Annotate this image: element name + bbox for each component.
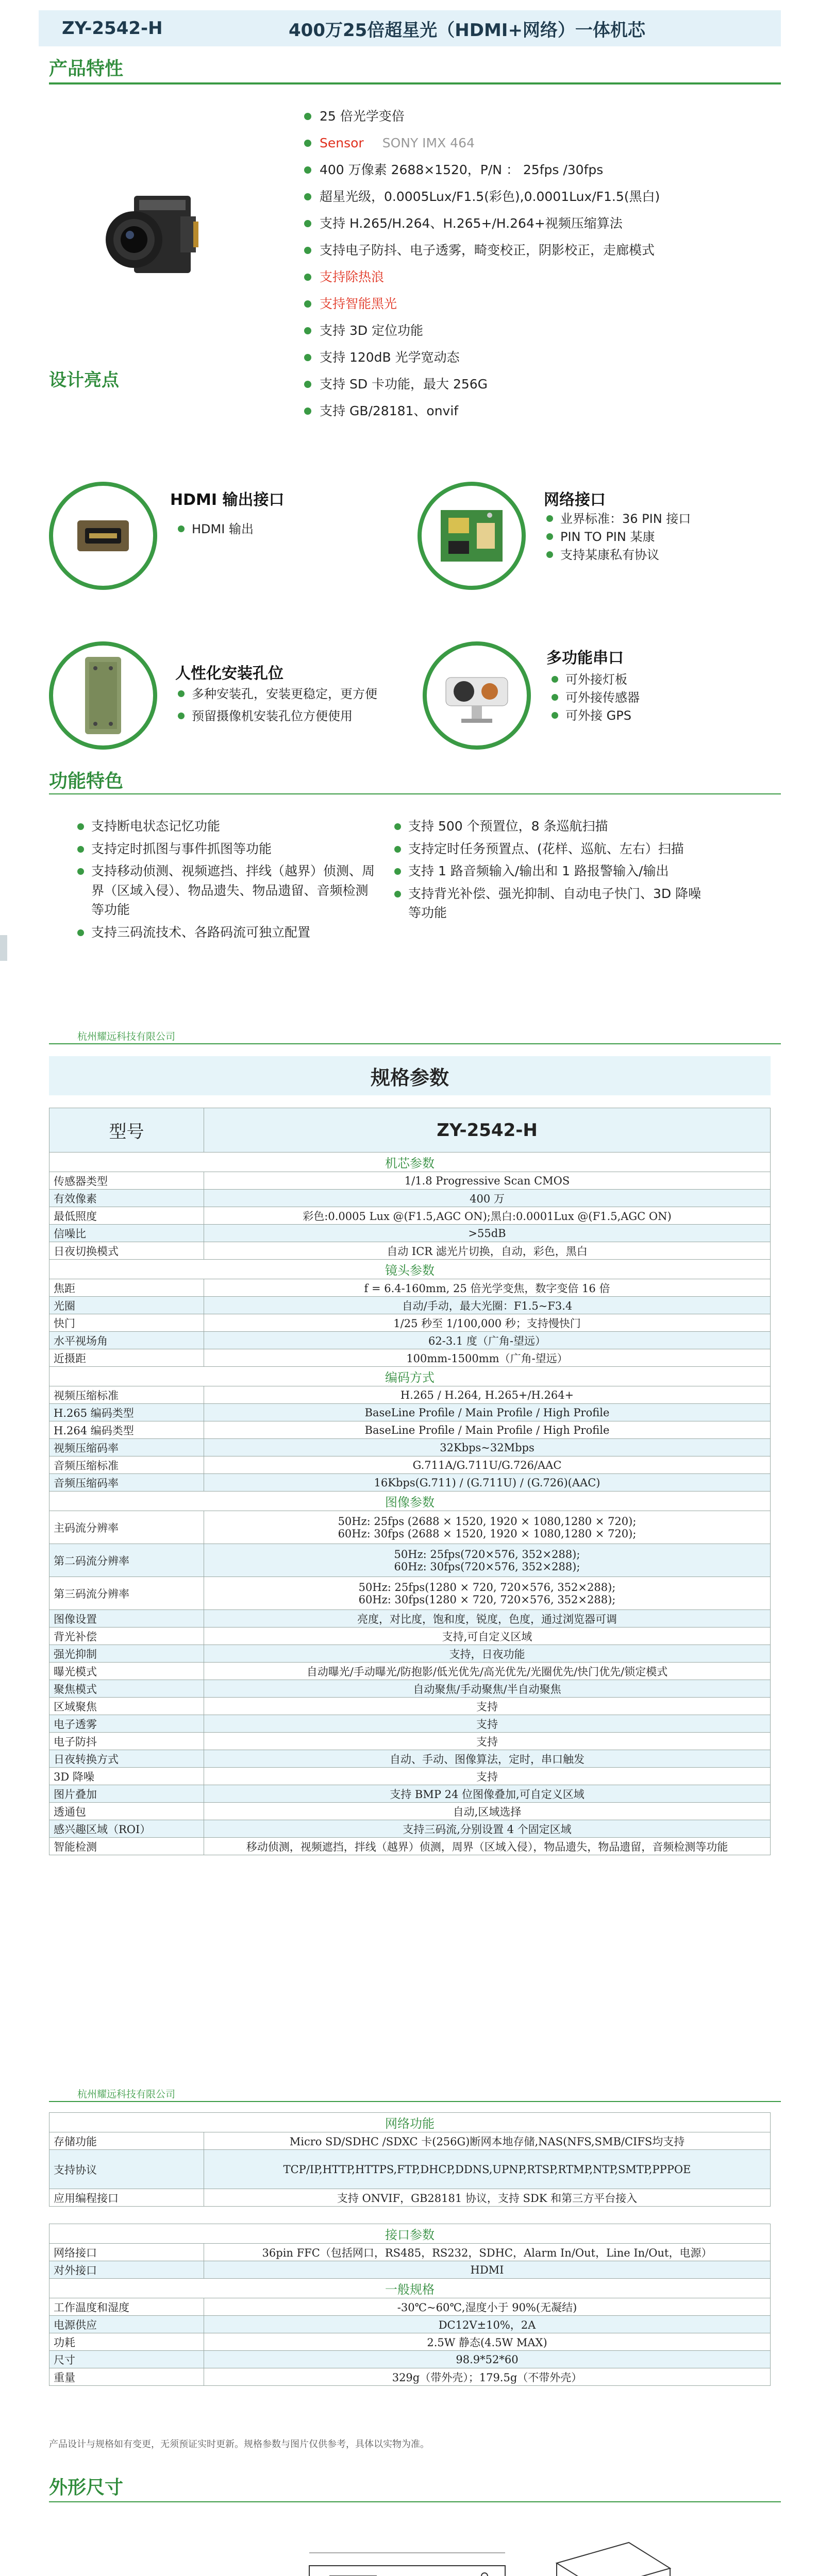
spec-category-row [49,1153,771,1172]
mounting-holes-image [49,641,157,750]
spec-key: 聚焦模式 [49,1680,204,1698]
spec-key: 网络接口 [49,2244,204,2261]
spec-category-title: 机芯参数 [49,1153,771,1172]
spec-row [49,1456,771,1474]
function-left-list [77,817,376,945]
spec-key: 音频压缩标准 [49,1456,204,1474]
spec-row [49,1279,771,1297]
divider [49,2101,781,2102]
spec-value: DC12V±10%，2A [204,2316,771,2333]
spec-key: 应用编程接口 [49,2189,204,2207]
spec-key: 智能检测 [49,1838,204,1855]
network-card-list [546,510,691,564]
spec-key: 电子透雾 [49,1715,204,1733]
spec-row [49,1242,771,1260]
spec-row [49,2244,771,2261]
network-port-image [418,482,526,590]
spec-row [49,1577,771,1610]
function-heading: 功能特色 [49,771,124,792]
list-item: 可外接灯板 [552,671,640,689]
serial-card-title: 多功能串口 [546,649,624,667]
spec-value: 支持,可自定义区域 [204,1628,771,1645]
spec-value: 支持，日夜功能 [204,1645,771,1663]
spec-key: 第二码流分辨率 [49,1544,204,1577]
spec-category-row [49,1260,771,1279]
feature-item: 400 万像素 2688×1520，P/N ： 25fps /30fps [304,157,778,183]
spec-key: 最低照度 [49,1207,204,1225]
spec-key: H.265 编码类型 [49,1404,204,1421]
feature-item: Sensor SONY IMX 464 [304,130,778,157]
list-item: 支持定时抓图与事件抓图等功能 [77,839,376,859]
spec-category-row [49,1492,771,1511]
spec-row [49,2333,771,2351]
camera-3d-drawing [526,2532,680,2576]
spec-value: 移动侦测，视频遮挡，拌线（越界）侦测，周界（区域入侵），物品遗失，物品遗留，音频检测等功能 [204,1838,771,1855]
spec-value: 98.9*52*60 [204,2351,771,2368]
spec-value: 16Kbps(G.711) / (G.711U) / (G.726)(AAC) [204,1474,771,1492]
spec-row [49,2298,771,2316]
top-banner [39,10,781,46]
spec-key: 日夜转换方式 [49,1750,204,1768]
features-heading: 产品特性 [49,58,124,79]
spec-value: f = 6.4-160mm, 25 倍光学变焦，数字变倍 16 倍 [204,1279,771,1297]
spec-category-title: 镜头参数 [49,1260,771,1279]
spec-row [49,1768,771,1785]
spec-value: 2.5W 静态(4.5W MAX) [204,2333,771,2351]
spec-category-title: 一般规格 [49,2279,771,2298]
network-card-title: 网络接口 [544,491,606,509]
feature-item: 超星光级，0.0005Lux/F1.5(彩色),0.0001Lux/F1.5(黑白) [304,183,778,210]
feature-item: 支持电子防抖、电子透雾，畸变校正，阴影校正，走廊模式 [304,237,778,264]
spec-key: 透通包 [49,1803,204,1820]
spec-row [49,1225,771,1242]
spec-value: >55dB [204,1225,771,1242]
spec-row [49,1474,771,1492]
spec-row [49,1628,771,1645]
spec-value: 1/1.8 Progressive Scan CMOS [204,1172,771,1190]
scroll-marker [0,935,7,961]
spec-value: 50Hz: 25fps (2688 × 1520, 1920 × 1080,1280 × 720); 60Hz: 30fps (2688 × 1520, 1920 × 1080,1280 × 720); [204,1511,771,1544]
spec-key: 存储功能 [49,2132,204,2150]
spec-key: 近摄距 [49,1349,204,1367]
mounting-card-title: 人性化安装孔位 [175,665,283,683]
spec-key: 尺寸 [49,2351,204,2368]
spec-key: 光圈 [49,1297,204,1314]
feature-item: 支持智能黑光 [304,291,778,317]
spec-row [49,1645,771,1663]
top-view-drawing [299,2545,515,2576]
list-item: 多种安装孔，安装更稳定，更方便 [178,685,377,703]
company-name: 杭州耀远科技有限公司 [77,1031,176,1042]
spec-key: 日夜切换模式 [49,1242,204,1260]
spec-value: BaseLine Profile / Main Profile / High Profile [204,1421,771,1439]
spec-value: BaseLine Profile / Main Profile / High Profile [204,1404,771,1421]
spec-value: H.265 / H.264, H.265+/H.264+ [204,1386,771,1404]
spec-key: 视频压缩标准 [49,1386,204,1404]
feature-item: 支持 H.265/H.264、H.265+/H.264+视频压缩算法 [304,210,778,237]
spec-category-title: 网络功能 [49,2113,771,2132]
spec-row [49,1785,771,1803]
spec-value: 自动,区域选择 [204,1803,771,1820]
list-item: 支持某康私有协议 [546,546,691,564]
spec-value: 32Kbps~32Mbps [204,1439,771,1456]
spec-key: H.264 编码类型 [49,1421,204,1439]
spec-key: 图片叠加 [49,1785,204,1803]
spec-value: Micro SD/SDHC /SDXC 卡(256G)断网本地存储,NAS(NFS,SMB/CIFS均支持 [204,2132,771,2150]
spec-value: 自动/手动，最大光圈：F1.5~F3.4 [204,1297,771,1314]
divider [49,82,781,84]
spec-row [49,2261,771,2279]
spec-row [49,1680,771,1698]
multifunction-camera-image [423,641,531,750]
mounting-card-list [178,685,377,725]
product-title: 400万25倍超星光（HDMI+网络）一体机芯 [289,20,645,41]
function-right-list [394,817,704,926]
spec-row [49,2132,771,2150]
spec-key: 主码流分辨率 [49,1511,204,1544]
spec-row [49,1511,771,1544]
spec-key: 音频压缩码率 [49,1474,204,1492]
feature-item: 支持除热浪 [304,264,778,291]
spec-value: 100mm-1500mm（广角-望远） [204,1349,771,1367]
spec-row [49,1349,771,1367]
disclaimer-note: 产品设计与规格如有变更，无须预证实时更新。规格参数与图片仅供参考，具体以实物为准。 [49,2439,429,2450]
spec-row [49,2368,771,2386]
list-item: 支持移动侦测、视频遮挡、拌线（越界）侦测、周界（区域入侵）、物品遗失、物品遗留、音频检测等功能 [77,861,376,920]
spec-category-title: 接口参数 [49,2224,771,2244]
spec-category-row [49,2279,771,2298]
feature-item: 支持 GB/28181、onvif [304,398,778,425]
list-item: 支持定时任务预置点、(花样、巡航、左右）扫描 [394,839,704,859]
spec-category-title: 图像参数 [49,1492,771,1511]
spec-key: 快门 [49,1314,204,1332]
spec-value: 自动、手动、图像算法，定时，串口触发 [204,1750,771,1768]
company-name: 杭州耀远科技有限公司 [77,2089,176,2100]
spec-row [49,1332,771,1349]
spec-category-row [49,2113,771,2132]
spec-key: 图像设置 [49,1610,204,1628]
spec-row [49,1439,771,1456]
spec-category-title: 编码方式 [49,1367,771,1386]
list-item: 支持 1 路音频输入/输出和 1 路报警输入/输出 [394,861,704,881]
spec-key: 功耗 [49,2333,204,2351]
divider [49,2501,781,2502]
list-item: 支持三码流技术、各路码流可独立配置 [77,923,376,942]
spec-key: 感兴趣区域（ROI） [49,1820,204,1838]
feature-item: 支持 120dB 光学宽动态 [304,344,778,371]
hdmi-card-title: HDMI 输出接口 [170,491,285,509]
feature-item: 支持 3D 定位功能 [304,317,778,344]
spec-row [49,1207,771,1225]
spec-table-3 [49,2224,771,2386]
spec-row [49,1715,771,1733]
spec-key: 焦距 [49,1279,204,1297]
spec-row [49,1610,771,1628]
spec-key: 工作温度和湿度 [49,2298,204,2316]
list-item: 支持断电状态记忆功能 [77,817,376,836]
spec-row [49,1386,771,1404]
spec-row [49,1750,771,1768]
spec-key: 视频压缩码率 [49,1439,204,1456]
spec-category-row [49,2224,771,2244]
spec-row [49,1820,771,1838]
spec-value: 50Hz: 25fps(720×576, 352×288); 60Hz: 30fps(720×576, 352×288); [204,1544,771,1577]
spec-value: 支持 ONVIF，GB28181 协议，支持 SDK 和第三方平台接入 [204,2189,771,2207]
spec-value: 支持 [204,1768,771,1785]
spec-value: 自动 ICR 滤光片切换，自动，彩色，黑白 [204,1242,771,1260]
spec-model-row [49,1108,771,1153]
spec-row [49,1314,771,1332]
spec-row [49,2150,771,2189]
spec-row [49,1172,771,1190]
spec-value: -30℃~60℃,湿度小于 90%(无凝结) [204,2298,771,2316]
camera-module-image [103,185,201,289]
spec-value: 支持 [204,1698,771,1715]
spec-value: 自动聚焦/手动聚焦/半自动聚焦 [204,1680,771,1698]
spec-value: 彩色:0.0005 Lux @(F1.5,AGC ON);黑白:0.0001Lux @(F1.5,AGC ON) [204,1207,771,1225]
hdmi-card-list [178,520,254,538]
spec-key: 电子防抖 [49,1733,204,1750]
spec-value: 36pin FFC（包括网口，RS485，RS232，SDHC，Alarm In/Out，Line In/Out，电源） [204,2244,771,2261]
spec-row [49,1190,771,1207]
list-item: 可外接 GPS [552,707,640,725]
model-label: 型号 [49,1108,204,1153]
spec-key: 背光补偿 [49,1628,204,1645]
spec-row [49,1544,771,1577]
spec-value: 329g（带外壳）；179.5g（不带外壳） [204,2368,771,2386]
serial-card-list [552,671,640,724]
spec-banner: 规格参数 [49,1056,771,1095]
feature-item: 支持 SD 卡功能，最大 256G [304,371,778,398]
list-item: PIN TO PIN 某康 [546,528,691,546]
spec-value: 支持 BMP 24 位图像叠加,可自定义区域 [204,1785,771,1803]
feature-item: 25 倍光学变倍 [304,103,778,130]
spec-value: 支持三码流,分别设置 4 个固定区域 [204,1820,771,1838]
spec-key: 对外接口 [49,2261,204,2279]
feature-bullet-list [304,103,778,425]
spec-row [49,1404,771,1421]
spec-value: 支持 [204,1715,771,1733]
spec-table-1 [49,1108,771,1855]
model-title: ZY-2542-H [62,18,163,39]
divider [49,1043,781,1044]
spec-value: HDMI [204,2261,771,2279]
spec-value: 400 万 [204,1190,771,1207]
spec-key: 信噪比 [49,1225,204,1242]
outline-heading: 外形尺寸 [49,2477,124,2498]
spec-table-2 [49,2112,771,2207]
model-value: ZY-2542-H [204,1108,771,1153]
spec-value: 1/25 秒至 1/100,000 秒；支持慢快门 [204,1314,771,1332]
spec-value: 亮度，对比度，饱和度，锐度，色度，通过浏览器可调 [204,1610,771,1628]
list-item: 业界标准：36 PIN 接口 [546,510,691,528]
list-item: 支持背光补偿、强光抑制、自动电子快门、3D 降噪等功能 [394,884,704,923]
spec-row [49,1698,771,1715]
spec-key: 区域聚焦 [49,1698,204,1715]
spec-row [49,2189,771,2207]
list-item: HDMI 输出 [178,520,254,538]
list-item: 支持 500 个预置位，8 条巡航扫描 [394,817,704,836]
spec-value: 自动曝光/手动曝光/防抱影/低光优先/高光优先/光圈优先/快门优先/锁定模式 [204,1663,771,1680]
spec-category-row [49,1367,771,1386]
spec-key: 水平视场角 [49,1332,204,1349]
spec-row [49,1663,771,1680]
spec-value: 50Hz: 25fps(1280 × 720, 720×576, 352×288); 60Hz: 30fps(1280 × 720, 720×576, 352×288); [204,1577,771,1610]
spec-row [49,1838,771,1855]
list-item: 预留摄像机安装孔位方便使用 [178,707,377,725]
spec-row [49,2316,771,2333]
spec-key: 支持协议 [49,2150,204,2189]
spec-key: 强光抑制 [49,1645,204,1663]
list-item: 可外接传感器 [552,689,640,707]
spec-row [49,1803,771,1820]
spec-key: 曝光模式 [49,1663,204,1680]
spec-row [49,1297,771,1314]
spec-key: 电源供应 [49,2316,204,2333]
spec-value: 62-3.1 度（广角-望远） [204,1332,771,1349]
spec-row [49,2351,771,2368]
spec-row [49,1733,771,1750]
spec-key: 传感器类型 [49,1172,204,1190]
spec-value: 支持 [204,1733,771,1750]
spec-value: G.711A/G.711U/G.726/AAC [204,1456,771,1474]
spec-row [49,1421,771,1439]
spec-key: 第三码流分辨率 [49,1577,204,1610]
spec-key: 重量 [49,2368,204,2386]
design-highlight-label: 设计亮点 [49,370,119,391]
spec-value: TCP/IP,HTTP,HTTPS,FTP,DHCP,DDNS,UPNP,RTSP,RTMP,NTP,SMTP,PPPOE [204,2150,771,2189]
spec-key: 3D 降噪 [49,1768,204,1785]
divider [49,793,781,794]
spec-key: 有效像素 [49,1190,204,1207]
hdmi-port-image [49,482,157,590]
